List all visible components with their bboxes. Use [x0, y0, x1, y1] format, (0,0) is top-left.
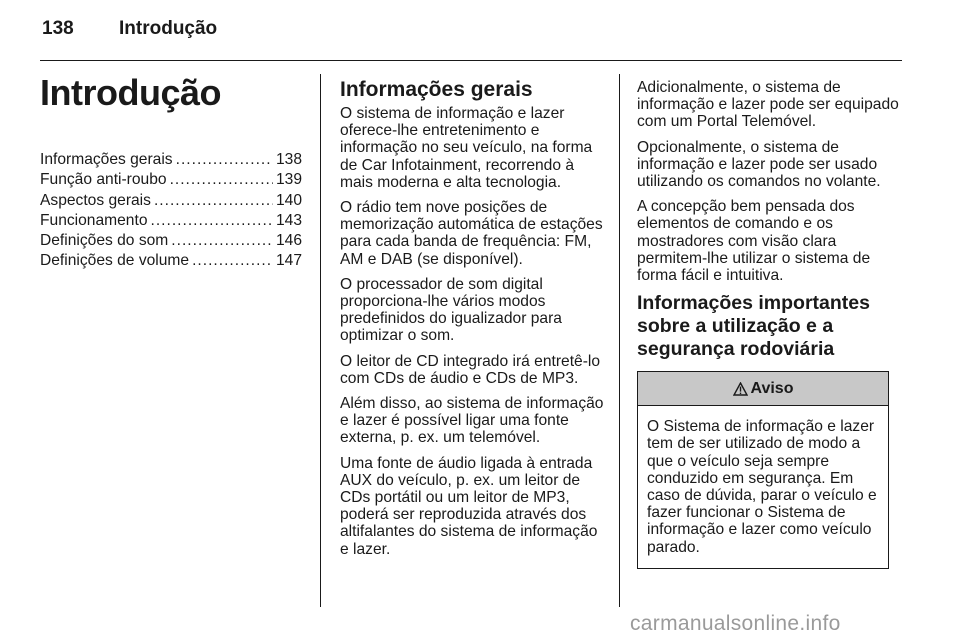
toc-leader-dots [171, 232, 273, 250]
subsection-title: Informações importantes sobre a utilização e a segurança rodoviária [637, 292, 870, 361]
column-divider [619, 74, 620, 607]
toc-entry-page: 143 [275, 211, 302, 229]
toc-entry-title: Aspectos gerais [40, 191, 151, 209]
toc-entry-page: 139 [275, 171, 302, 189]
toc-entry[interactable] [40, 252, 302, 272]
toc-entry[interactable] [40, 212, 302, 232]
warning-text: O Sistema de informação e lazer tem de ser utilizado de modo a que o veículo seja sempre conduzido em segurança. Em caso de dúvida, parar o veículo e fazer funcionar o Sistema de informação e lazer como veículo parado. [647, 418, 877, 556]
section-title: Informações gerais [340, 78, 533, 101]
toc-entry-title: Definições de volume [40, 252, 190, 270]
watermark: carmanualsonline.info [630, 612, 841, 635]
warning-triangle-icon [733, 382, 748, 396]
middle-column [340, 78, 606, 566]
paragraph: O leitor de CD integrado irá entretê-lo com CDs de áudio e CDs de MP3. [340, 352, 601, 387]
paragraph: O processador de som digital proporciona-lhe vários modos predefinidos do igualizador para optimizar o som. [340, 275, 562, 345]
toc-leader-dots [192, 252, 273, 270]
page-header [42, 18, 217, 40]
paragraph: A concepção bem pensada dos elementos de comando e os mostradores com visão clara permitem-lhe utilizar o sistema de forma fácil e intuitiva. [637, 198, 871, 285]
toc-entry-title: Informações gerais [40, 151, 173, 168]
right-column [637, 79, 903, 569]
toc-entry[interactable] [40, 232, 302, 252]
table-of-contents [40, 151, 302, 273]
toc-entry-page: 147 [275, 252, 302, 270]
toc-entry[interactable] [40, 151, 302, 171]
header-rule [40, 60, 902, 61]
toc-entry[interactable] [40, 192, 302, 212]
toc-leader-dots [176, 151, 273, 169]
paragraph: O rádio tem nove posições de memorização automática de estações para cada banda de frequência: FM, AM e DAB (se disponível). [340, 199, 603, 268]
toc-entry-title: Funcionamento [40, 211, 148, 229]
paragraph: Adicionalmente, o sistema de informação e lazer pode ser equipado com um Portal Telemóvel. [637, 79, 899, 131]
toc-entry-title: Definições do som [40, 232, 169, 250]
toc-entry-page: 138 [275, 151, 302, 168]
toc-leader-dots [151, 212, 273, 230]
warning-label: Aviso [750, 380, 794, 398]
running-section-title: Introdução [119, 18, 218, 39]
paragraph: Além disso, ao sistema de informação e lazer é possível ligar uma fonte externa, p. ex. um telemóvel. [340, 395, 604, 447]
toc-leader-dots [170, 171, 273, 189]
warning-box [637, 371, 889, 569]
column-divider [320, 74, 321, 607]
toc-entry-page: 140 [275, 191, 302, 209]
toc-entry-page: 146 [275, 232, 302, 250]
page-number: 138 [42, 18, 74, 39]
toc-entry-title: Função anti-roubo [40, 171, 167, 189]
paragraph: Uma fonte de áudio ligada à entrada AUX do veículo, p. ex. um leitor de CDs portátil ou um leitor de MP3, poderá ser reproduzida através dos altifalantes do sistema de informação e lazer. [340, 454, 598, 558]
warning-header [638, 372, 888, 406]
paragraph: Opcionalmente, o sistema de informação e lazer pode ser usado utilizando os comandos no volante. [637, 138, 881, 191]
paragraph: O sistema de informação e lazer oferece-lhe entretenimento e informação no seu veículo, na forma de Car Infotainment, recorrendo à mais moderna e alta tecnologia. [340, 105, 593, 191]
chapter-title: Introdução [40, 72, 221, 113]
toc-leader-dots [154, 192, 273, 210]
toc-entry[interactable] [40, 171, 302, 191]
